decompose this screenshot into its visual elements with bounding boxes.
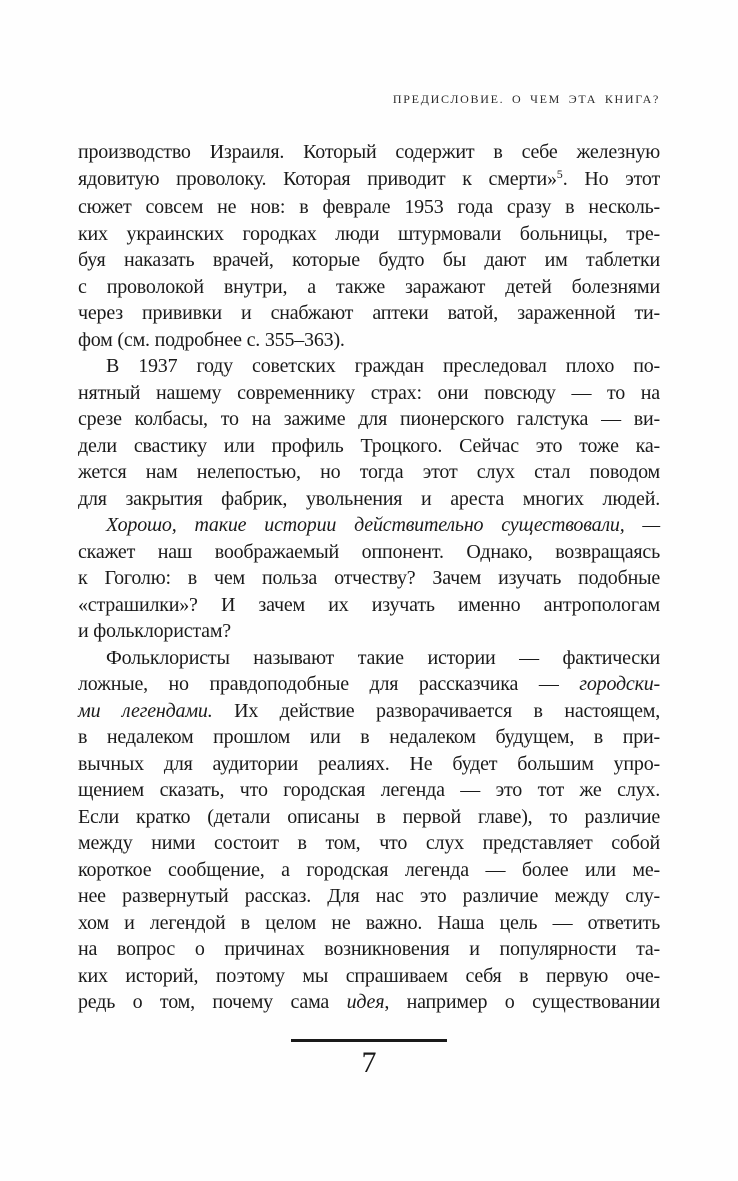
text-line bbox=[78, 274, 660, 301]
text-line bbox=[78, 139, 660, 166]
text-segment: в недалеком прошлом или в недалеком будущем, в при- bbox=[78, 726, 660, 748]
text-line bbox=[78, 804, 660, 831]
text-segment: ми легендами. bbox=[78, 699, 213, 722]
text-line bbox=[78, 883, 660, 910]
text-segment: вычных для аудитории реалиях. Не будет большим упро- bbox=[78, 752, 660, 775]
text-segment: к Гоголю: в чем польза отчеству? Зачем изучать подобные bbox=[78, 567, 660, 589]
text-segment: жется нам нелепостью, но тогда этот слух стал поводом bbox=[78, 461, 660, 483]
text-segment: В 1937 году советских граждан преследовал плохо по- bbox=[106, 355, 660, 377]
text-line bbox=[78, 512, 660, 539]
text-segment: «страшилки»? И зачем их изучать именно антропологам bbox=[78, 593, 660, 616]
text-segment: фом (см. подробнее с. 355–363). bbox=[78, 328, 345, 351]
text-line bbox=[78, 857, 660, 884]
text-line bbox=[78, 645, 660, 672]
text-segment: хом и легендой в целом не важно. Наша цель — ответить bbox=[78, 911, 660, 934]
text-line bbox=[78, 300, 660, 327]
footer-rule bbox=[291, 1039, 447, 1042]
text-segment: срезе колбасы, то на зажиме для пионерского галстука — ви- bbox=[78, 408, 660, 430]
text-segment: с проволокой внутри, а также заражают детей болезнями bbox=[78, 275, 660, 298]
text-segment: , например о существовании bbox=[384, 991, 660, 1013]
text-segment: ких историй, поэтому мы спрашиваем себя в первую оче- bbox=[78, 964, 660, 987]
footnote-reference: 5 bbox=[556, 166, 563, 181]
text-segment: нее развернутый рассказ. Для нас это различие между слу- bbox=[78, 885, 660, 907]
text-line bbox=[78, 327, 660, 354]
text-segment: щением сказать, что городская легенда — это тот же слух. bbox=[78, 779, 660, 801]
text-line bbox=[78, 963, 660, 990]
text-line bbox=[78, 194, 660, 221]
text-segment: буя наказать врачей, которые будто бы дают им таблетки bbox=[78, 249, 660, 271]
text-line bbox=[78, 777, 660, 804]
text-segment: скажет наш воображаемый оппонент. Однако, возвращаясь bbox=[78, 540, 660, 563]
text-segment: для закрытия фабрик, увольнения и ареста многих людей. bbox=[78, 487, 660, 510]
text-line bbox=[78, 486, 660, 513]
text-segment: Фольклористы называют такие истории — фактически bbox=[106, 646, 660, 669]
text-segment: короткое сообщение, а городская легенда — более или ме- bbox=[78, 858, 660, 881]
text-line bbox=[78, 380, 660, 407]
text-segment: сюжет совсем не нов: в феврале 1953 года сразу в несколь- bbox=[78, 196, 660, 218]
text-line bbox=[78, 221, 660, 248]
text-segment: . Но этот bbox=[562, 167, 660, 190]
text-segment: Хорошо, такие истории действительно существовали, — bbox=[106, 514, 660, 536]
text-segment: через прививки и снабжают аптеки ватой, зараженной ти- bbox=[78, 302, 660, 324]
text-segment: идея bbox=[346, 991, 385, 1013]
text-line bbox=[78, 433, 660, 460]
text-segment: ких украинских городках люди штурмовали больницы, тре- bbox=[78, 222, 660, 245]
text-line bbox=[78, 166, 660, 195]
text-line bbox=[78, 565, 660, 592]
text-line bbox=[78, 618, 660, 645]
text-segment: нятный нашему современнику страх: они повсюду — то на bbox=[78, 381, 660, 404]
text-segment: Их действие разворачивается в настоящем, bbox=[212, 699, 661, 722]
text-line bbox=[78, 353, 660, 380]
text-segment: между ними состоит в том, что слух представляет собой bbox=[78, 832, 660, 854]
text-line bbox=[78, 247, 660, 274]
text-segment: и фольклористам? bbox=[78, 620, 231, 642]
text-line bbox=[78, 751, 660, 778]
text-line bbox=[78, 698, 660, 725]
text-line bbox=[78, 406, 660, 433]
text-line bbox=[78, 724, 660, 751]
text-segment: ложные, но правдоподобные для рассказчика — bbox=[78, 673, 580, 695]
text-segment: производство Израиля. Который содержит в себе железную bbox=[78, 141, 660, 163]
text-segment: дели свастику или профиль Троцкого. Сейчас это тоже ка- bbox=[78, 434, 660, 457]
text-segment: редь о том, почему сама bbox=[78, 991, 347, 1013]
text-segment: на вопрос о причинах возникновения и популярности та- bbox=[78, 938, 660, 960]
text-segment: городски- bbox=[579, 673, 660, 695]
text-line bbox=[78, 989, 660, 1016]
text-line bbox=[78, 936, 660, 963]
text-segment: ядовитую проволоку. Которая приводит к смерти» bbox=[78, 167, 557, 190]
text-line bbox=[78, 671, 660, 698]
text-line bbox=[78, 539, 660, 566]
text-line bbox=[78, 910, 660, 937]
text-segment: Если кратко (детали описаны в первой главе), то различие bbox=[78, 805, 660, 828]
page-number: 7 bbox=[361, 1046, 377, 1079]
text-line bbox=[78, 592, 660, 619]
running-header: ПРЕДИСЛОВИЕ. О ЧЕМ ЭТА КНИГА? bbox=[392, 92, 660, 106]
body-text bbox=[78, 139, 660, 1016]
text-line bbox=[78, 459, 660, 486]
text-line bbox=[78, 830, 660, 857]
